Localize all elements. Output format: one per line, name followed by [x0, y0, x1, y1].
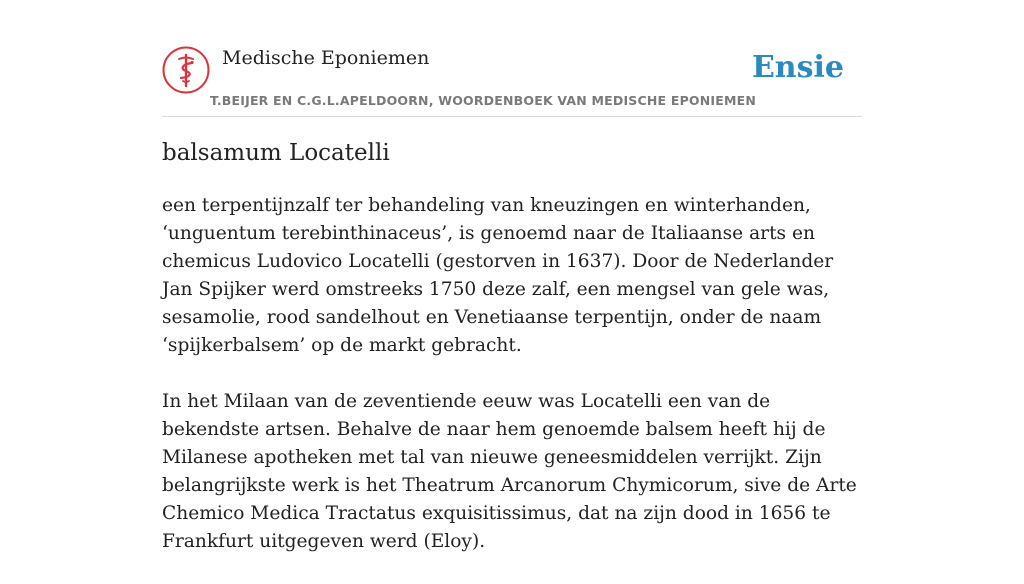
- entry-definition: [162, 192, 867, 584]
- definition-paragraph: In het Milaan van de zeventiende eeuw was Locatelli een van de bekendste artsen. Behalve de naar hem genoemde balsem heeft hij de Milanese apotheken met tal van nieuwe geneesmiddelen verrijkt. Zijn belangrijkste werk is het Theatrum Arcanorum Chymicorum, sive de Arte Chemico Medica Tractatus exquisitissimus, dat na zijn dood in 1656 te Frankfurt uitgegeven werd (Eloy).: [162, 391, 857, 552]
- dictionary-subtitle[interactable]: T.BEIJER EN C.G.L.APELDOORN, WOORDENBOEK VAN MEDISCHE EPONIEMEN: [210, 93, 757, 108]
- entry-term: balsamum Locatelli: [162, 140, 390, 166]
- caduceus-icon[interactable]: [162, 46, 210, 94]
- dictionary-header: [162, 46, 862, 117]
- definition-paragraph: een terpentijnzalf ter behandeling van kneuzingen en winterhanden, ‘unguentum terebinthinaceus’, is genoemd naar de Italiaanse arts en chemicus Ludovico Locatelli (gestorven in 1637). Door de Nederlander Jan Spijker werd omstreeks 1750 deze zalf, een mengsel van gele was, sesamolie, rood sandelhout en Venetiaanse terpentijn, onder de naam ‘spijkerbalsem’ op de markt gebracht.: [162, 195, 834, 356]
- ensie-logo[interactable]: Ensie: [751, 50, 844, 85]
- dictionary-title[interactable]: Medische Eponiemen: [222, 47, 430, 69]
